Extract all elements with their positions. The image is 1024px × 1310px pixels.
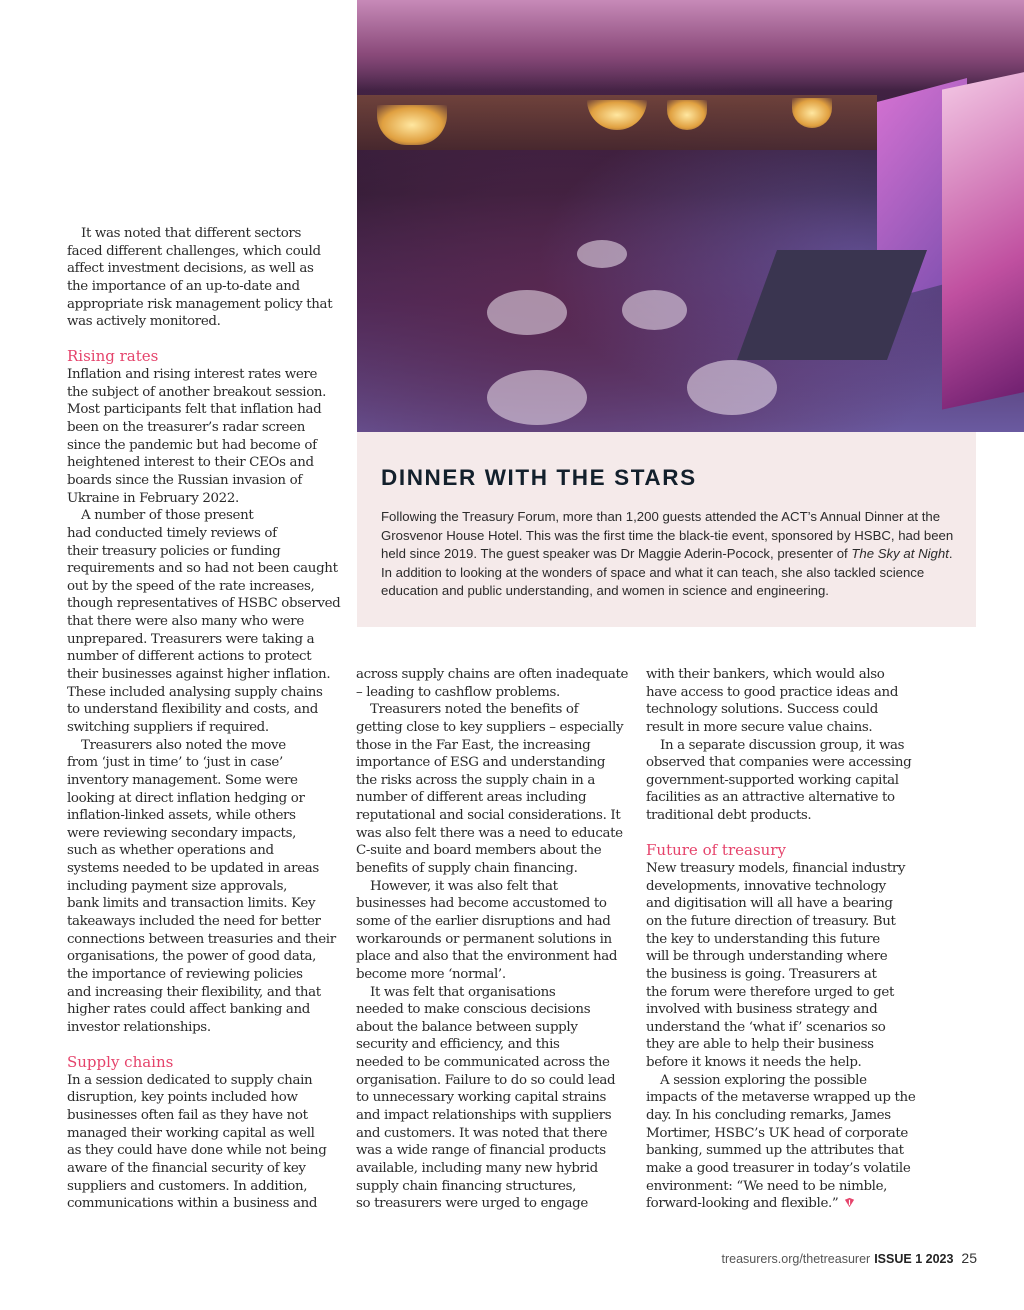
- line-text: importance of ESG and understanding: [356, 755, 606, 771]
- line-text: were reviewing secondary impacts,: [67, 825, 297, 841]
- text-line: [646, 789, 916, 807]
- line-text: security and efficiency, and this: [356, 1037, 560, 1053]
- line-text: Supply chains: [67, 1053, 174, 1072]
- ballroom-ceiling: [357, 0, 1024, 90]
- text-line: [646, 1178, 916, 1196]
- text-line: [646, 807, 916, 825]
- line-text: from ‘just in time’ to ‘just in case’: [67, 755, 283, 771]
- line-text: workarounds or permanent solutions in: [356, 931, 612, 947]
- text-line: [646, 719, 916, 737]
- line-text: Future of treasury: [646, 841, 786, 860]
- text-line: [67, 1072, 337, 1090]
- text-line: [356, 1107, 626, 1125]
- line-text: the forum were therefore urged to get: [646, 984, 894, 1000]
- line-text: requirements and so had not been caught: [67, 561, 338, 577]
- text-line: [67, 631, 337, 649]
- line-text: Treasurers noted the benefits of: [370, 702, 579, 718]
- text-line: [67, 666, 337, 684]
- line-text: systems needed to be updated in areas: [67, 861, 319, 877]
- article-column-3: [646, 666, 916, 1213]
- text-line: [356, 1125, 626, 1143]
- line-text: businesses had become accustomed to: [356, 896, 607, 912]
- section-heading: [67, 348, 337, 366]
- line-text: some of the earlier disruptions and had: [356, 913, 611, 929]
- line-text: the risks across the supply chain in a: [356, 772, 595, 788]
- text-line: [356, 1178, 626, 1196]
- line-text: across supply chains are often inadequate: [356, 667, 629, 682]
- text-line: [67, 948, 337, 966]
- line-text: the importance of an up-to-date and: [67, 278, 300, 294]
- line-text: However, it was also felt that: [370, 878, 558, 894]
- stage: [737, 250, 927, 360]
- line-text: before it knows it needs the help.: [646, 1055, 862, 1071]
- line-text: takeaways included the need for better: [67, 913, 321, 929]
- line-text: day. In his concluding remarks, James: [646, 1108, 891, 1124]
- text-line: [356, 948, 626, 966]
- line-text: and increasing their flexibility, and that: [67, 984, 321, 1000]
- text-line: [356, 966, 626, 984]
- text-line: [356, 684, 626, 702]
- text-line: [67, 437, 337, 455]
- text-line: [67, 895, 337, 913]
- line-text: boards since the Russian invasion of: [67, 472, 302, 488]
- line-text: number of different areas including: [356, 790, 587, 806]
- line-text: and customers. It was noted that there: [356, 1125, 608, 1141]
- line-text: needed to make conscious decisions: [356, 1002, 591, 1018]
- line-text: make a good treasurer in today’s volatile: [646, 1160, 911, 1176]
- text-line: [67, 278, 337, 296]
- text-line: [67, 225, 337, 243]
- sidebar-text: Following the Treasury Forum, more than 1,200 guests attended the ACT’s Annual Dinner at the Grosvenor House Hotel. This was the first time the black-tie event, sponsored by HSBC, had been held since 2019. The guest speaker was Dr Maggie Aderin-Pocock, presenter of: [381, 509, 954, 561]
- line-text: environment: “We need to be nimble,: [646, 1178, 888, 1194]
- text-line: [67, 737, 337, 755]
- text-line: [67, 1019, 337, 1037]
- text-line: [356, 842, 626, 860]
- text-line: [356, 1072, 626, 1090]
- text-line: [356, 878, 626, 896]
- line-text: the business is going. Treasurers at: [646, 966, 877, 982]
- line-text: to unnecessary working capital strains: [356, 1090, 607, 1106]
- line-text: These included analysing supply chains: [67, 684, 323, 700]
- line-text: affect investment decisions, as well as: [67, 261, 314, 277]
- text-line: [67, 1178, 337, 1196]
- line-text: reputational and social considerations. It: [356, 808, 621, 824]
- text-line: [67, 490, 337, 508]
- text-line: [356, 754, 626, 772]
- line-text: the subject of another breakout session.: [67, 384, 327, 400]
- line-text: impacts of the metaverse wrapped up the: [646, 1090, 916, 1106]
- text-line: [356, 895, 626, 913]
- line-text: appropriate risk management policy that: [67, 296, 333, 312]
- text-line: [67, 401, 337, 419]
- line-text: and impact relationships with suppliers: [356, 1108, 612, 1124]
- text-line: [356, 666, 629, 684]
- line-text: since the pandemic but had become of: [67, 437, 317, 453]
- line-text: suppliers and customers. In addition,: [67, 1178, 308, 1194]
- footer-issue: ISSUE 1 2023: [874, 1252, 954, 1266]
- text-line: [646, 772, 916, 790]
- end-of-article-icon: [844, 1197, 855, 1208]
- text-line: [356, 701, 626, 719]
- text-line: [67, 648, 337, 666]
- text-line: [646, 1089, 916, 1107]
- sidebar-title: DINNER WITH THE STARS: [381, 465, 697, 490]
- text-line: [356, 1089, 626, 1107]
- text-line: [67, 1001, 337, 1019]
- text-line: [67, 913, 337, 931]
- line-text: involved with business strategy and: [646, 1002, 878, 1018]
- line-text: become more ‘normal’.: [356, 966, 506, 982]
- line-text: understand the ‘what if’ scenarios so: [646, 1019, 886, 1035]
- text-line: [356, 825, 626, 843]
- line-text: the key to understanding this future: [646, 931, 880, 947]
- line-text: technology solutions. Success could: [646, 702, 878, 718]
- text-line: [356, 807, 626, 825]
- text-line: [67, 1195, 337, 1213]
- line-text: out by the speed of the rate increases,: [67, 578, 315, 594]
- text-line: [646, 913, 916, 931]
- line-text: to understand flexibility and costs, and: [67, 702, 318, 718]
- text-line: [67, 772, 337, 790]
- text-line: [646, 1107, 916, 1125]
- line-text: aware of the financial security of key: [67, 1160, 306, 1176]
- text-line: [356, 772, 626, 790]
- text-line: [646, 1142, 916, 1160]
- text-line: [67, 684, 337, 702]
- text-line: [646, 754, 916, 772]
- text-line: [646, 1195, 916, 1213]
- text-line: [67, 560, 337, 578]
- text-line: [67, 243, 337, 261]
- text-line: [67, 543, 337, 561]
- text-line: [67, 613, 337, 631]
- line-text: traditional debt products.: [646, 808, 812, 824]
- text-line: [356, 1001, 626, 1019]
- sidebar-box: [357, 432, 976, 627]
- line-text: forward-looking and flexible.”: [646, 1196, 839, 1212]
- text-line: [356, 1142, 626, 1160]
- text-line: [67, 260, 337, 278]
- line-text: inventory management. Some were: [67, 772, 298, 788]
- line-text: Ukraine in February 2022.: [67, 490, 239, 506]
- line-text: Mortimer, HSBC’s UK head of corporate: [646, 1125, 908, 1141]
- line-text: connections between treasuries and their: [67, 931, 336, 947]
- line-text: developments, innovative technology: [646, 878, 886, 894]
- text-line: [67, 1142, 337, 1160]
- line-text: observed that companies were accessing: [646, 755, 912, 771]
- text-line: [646, 1072, 916, 1090]
- line-text: had conducted timely reviews of: [67, 525, 277, 541]
- line-text: communications within a business and: [67, 1196, 318, 1212]
- line-text: – leading to cashflow problems.: [356, 684, 560, 700]
- text-line: [67, 472, 337, 490]
- line-text: inflation-linked assets, while others: [67, 808, 296, 824]
- line-text: Rising rates: [67, 347, 159, 366]
- line-text: that there were also many who were: [67, 614, 304, 630]
- text-line: [67, 931, 337, 949]
- line-text: the importance of reviewing policies: [67, 966, 303, 982]
- programme-title: The Sky at Night: [851, 546, 949, 561]
- dinner-table: [687, 360, 777, 415]
- line-text: In a separate discussion group, it was: [660, 737, 905, 753]
- line-text: they are able to help their business: [646, 1037, 874, 1053]
- text-line: [67, 384, 337, 402]
- spacer: [646, 825, 916, 843]
- line-text: supply chain financing structures,: [356, 1178, 577, 1194]
- line-text: A session exploring the possible: [660, 1072, 867, 1088]
- line-text: facilities as an attractive alternative to: [646, 790, 895, 806]
- section-heading: [646, 842, 916, 860]
- line-text: and digitisation will all have a bearing: [646, 896, 893, 912]
- line-text: been on the treasurer’s radar screen: [67, 420, 305, 436]
- line-text: their businesses against higher inflation.: [67, 667, 331, 683]
- line-text: such as whether operations and: [67, 843, 274, 859]
- text-line: [646, 666, 916, 684]
- text-line: [356, 913, 626, 931]
- line-text: Most participants felt that inflation had: [67, 402, 322, 418]
- text-line: [356, 1036, 626, 1054]
- line-text: A number of those present: [81, 508, 254, 524]
- line-text: managed their working capital as well: [67, 1125, 315, 1141]
- dinner-table: [487, 370, 587, 425]
- line-text: businesses often fail as they have not: [67, 1108, 308, 1124]
- text-line: [67, 984, 337, 1002]
- text-line: [67, 701, 337, 719]
- text-line: [67, 507, 337, 525]
- line-text: on the future direction of treasury. But: [646, 913, 896, 929]
- gala-dinner-photo: [357, 0, 1024, 432]
- text-line: [646, 701, 916, 719]
- line-text: government-supported working capital: [646, 772, 899, 788]
- text-line: [67, 1160, 337, 1178]
- line-text: bank limits and transaction limits. Key: [67, 896, 316, 912]
- text-line: [67, 313, 337, 331]
- line-text: faced different challenges, which could: [67, 243, 321, 259]
- line-text: place and also that the environment had: [356, 949, 618, 965]
- text-line: [356, 719, 626, 737]
- line-text: higher rates could affect banking and: [67, 1002, 311, 1018]
- text-line: [646, 895, 916, 913]
- line-text: It was felt that organisations: [370, 984, 556, 1000]
- text-line: [67, 807, 337, 825]
- sidebar-text: . In addition to looking at the wonders of space and what it can teach, she also tackled science education and public understanding, and women in science and engineering.: [381, 546, 953, 598]
- text-line: [67, 825, 337, 843]
- line-text: switching suppliers if required.: [67, 719, 269, 735]
- text-line: [646, 948, 916, 966]
- text-line: [646, 1160, 916, 1178]
- text-line: [646, 860, 916, 878]
- text-line: [356, 1195, 626, 1213]
- text-line: [646, 1036, 916, 1054]
- line-text: those in the Far East, the increasing: [356, 737, 591, 753]
- text-line: [646, 1019, 916, 1037]
- text-line: [67, 419, 337, 437]
- dinner-table: [622, 290, 687, 330]
- text-line: [356, 860, 626, 878]
- footer-url: treasurers.org/thetreasurer: [721, 1252, 871, 1266]
- text-line: [356, 737, 626, 755]
- text-line: [67, 296, 337, 314]
- line-text: though representatives of HSBC observed: [67, 596, 341, 612]
- text-line: [356, 1160, 626, 1178]
- line-text: including payment size approvals,: [67, 878, 288, 894]
- line-text: banking, summed up the attributes that: [646, 1143, 904, 1159]
- spacer: [67, 1036, 337, 1054]
- text-line: [67, 595, 341, 613]
- text-line: [67, 860, 337, 878]
- line-text: C-suite and board members about the: [356, 843, 602, 859]
- line-text: Treasurers also noted the move: [81, 737, 286, 753]
- spacer: [67, 331, 337, 349]
- line-text: their treasury policies or funding: [67, 543, 281, 559]
- line-text: number of different actions to protect: [67, 649, 312, 665]
- line-text: looking at direct inflation hedging or: [67, 790, 305, 806]
- line-text: New treasury models, financial industry: [646, 861, 906, 877]
- text-line: [67, 842, 337, 860]
- text-line: [67, 719, 337, 737]
- line-text: needed to be communicated across the: [356, 1055, 610, 1071]
- article-column-2: [356, 666, 629, 1213]
- line-text: investor relationships.: [67, 1019, 211, 1035]
- dinner-table: [577, 240, 627, 268]
- text-line: [356, 1054, 626, 1072]
- text-line: [356, 931, 626, 949]
- text-line: [646, 984, 916, 1002]
- line-text: was also felt there was a need to educate: [356, 825, 623, 841]
- text-line: [356, 1019, 626, 1037]
- dinner-table: [487, 290, 567, 335]
- page-number: 25: [961, 1250, 977, 1266]
- text-line: [67, 790, 337, 808]
- line-text: organisation. Failure to do so could lead: [356, 1072, 616, 1088]
- line-text: benefits of supply chain financing.: [356, 861, 578, 877]
- text-line: [646, 737, 916, 755]
- line-text: getting close to key suppliers – especially: [356, 719, 624, 735]
- line-text: as they could have done while not being: [67, 1143, 327, 1159]
- text-line: [646, 878, 916, 896]
- text-line: [67, 754, 337, 772]
- line-text: In a session dedicated to supply chain: [67, 1072, 313, 1088]
- line-text: available, including many new hybrid: [356, 1160, 598, 1176]
- article-column-1: [67, 225, 341, 1213]
- line-text: heightened interest to their CEOs and: [67, 455, 314, 471]
- line-text: about the balance between supply: [356, 1019, 578, 1035]
- text-line: [67, 1089, 337, 1107]
- text-line: [67, 966, 337, 984]
- text-line: [646, 1125, 916, 1143]
- line-text: disruption, key points included how: [67, 1090, 298, 1106]
- text-line: [646, 1001, 916, 1019]
- line-text: It was noted that different sectors: [81, 226, 301, 241]
- line-text: result in more secure value chains.: [646, 719, 873, 735]
- text-line: [67, 366, 337, 384]
- text-line: [646, 1054, 916, 1072]
- section-heading: [67, 1054, 337, 1072]
- page-footer: [722, 1250, 977, 1266]
- line-text: with their bankers, which would also: [646, 667, 885, 682]
- stage-screen: [942, 70, 1024, 409]
- line-text: unprepared. Treasurers were taking a: [67, 631, 315, 647]
- text-line: [67, 578, 337, 596]
- text-line: [67, 878, 337, 896]
- text-line: [356, 789, 626, 807]
- line-text: was a wide range of financial products: [356, 1143, 606, 1159]
- text-line: [646, 966, 916, 984]
- line-text: so treasurers were urged to engage: [356, 1196, 588, 1212]
- line-text: have access to good practice ideas and: [646, 684, 899, 700]
- line-text: will be through understanding where: [646, 949, 888, 965]
- text-line: [67, 1107, 337, 1125]
- text-line: [67, 1125, 337, 1143]
- text-line: [646, 931, 916, 949]
- line-text: Inflation and rising interest rates were: [67, 367, 318, 383]
- text-line: [67, 525, 337, 543]
- sidebar-body: [381, 508, 961, 601]
- text-line: [356, 984, 626, 1002]
- text-line: [646, 684, 916, 702]
- line-text: was actively monitored.: [67, 314, 221, 330]
- line-text: organisations, the power of good data,: [67, 949, 317, 965]
- text-line: [67, 454, 337, 472]
